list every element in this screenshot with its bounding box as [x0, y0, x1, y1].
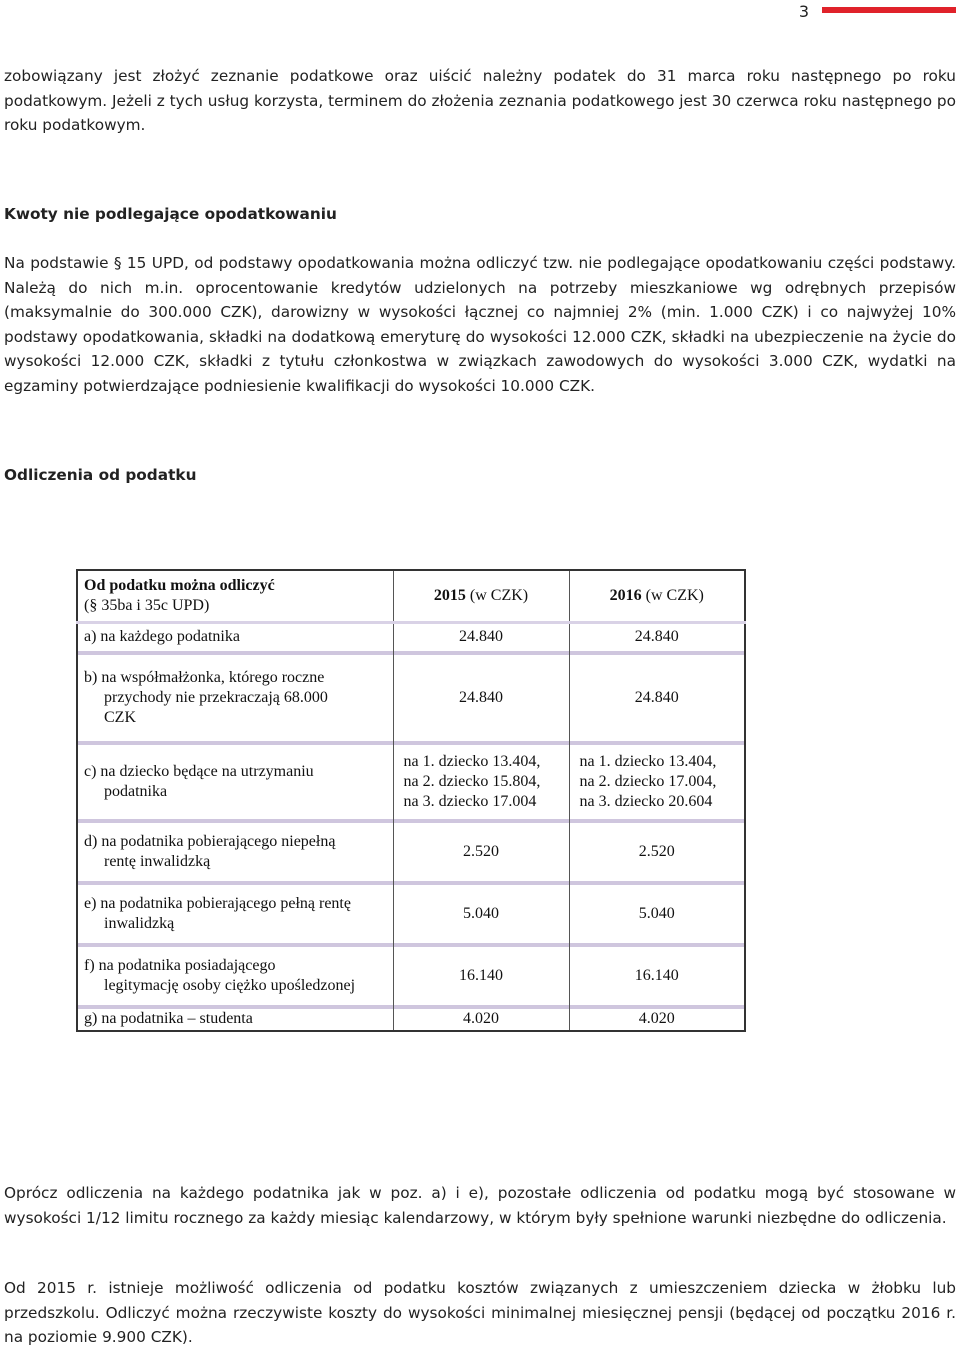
deductions-table — [76, 569, 744, 1032]
cell-deduction-label — [77, 823, 393, 881]
header-unit-2016: (w CZK) — [641, 587, 704, 604]
paragraph-childcare-deduction: Od 2015 r. istnieje możliwość odliczenia od podatku kosztów związanych z umieszczeniem dziecka w żłobku lub przedszkolu. Odliczyć można rzeczywiste koszty do wysokości minimalnej miesięcznej pensji (będącej od początku 2016 r. na poziomie 9.900 CZK). — [4, 1279, 956, 1347]
cell-value-2015 — [393, 885, 569, 943]
cell-value-2016-line: 24.840 — [634, 628, 679, 646]
header-year-2016: 2016 — [609, 587, 642, 604]
cell-value-2015-line: na 3. dziecko 17.004 — [403, 792, 537, 810]
table-row — [77, 823, 745, 881]
cell-deduction-label — [77, 947, 393, 1005]
table-row — [77, 947, 745, 1005]
header-cell-2015 — [393, 570, 569, 623]
cell-deduction-label-line: e) na podatnika pobierającego pełną rentę — [84, 894, 351, 912]
page-number: 3 — [798, 2, 809, 21]
cell-deduction-label — [77, 1009, 393, 1031]
cell-value-2015-line: 2.520 — [463, 842, 499, 860]
cell-value-2016-line: 16.140 — [634, 966, 679, 984]
header-year-2015: 2015 — [433, 587, 466, 604]
cell-value-2015 — [393, 1009, 569, 1031]
cell-value-2016 — [569, 655, 745, 741]
header-unit-2015: (w CZK) — [465, 587, 529, 604]
cell-value-2015-line: 5.040 — [463, 904, 499, 922]
paragraph-deductions-base: Na podstawie § 15 UPD, od podstawy opodatkowania można odliczyć tzw. nie podlegające opodatkowaniu części podstawy. Należą do nich m.in. oprocentowanie kredytów udzielonych na potrzeby mieszkaniowe wg odrębnych przepisów (maksymalnie do 300.000 CZK), darowizny w wysokości łącznej co najmniej 2% (min. 1.000 CZK) i co najwyżej 10% podstawy opodatkowania, składki na dodatkową emeryturę do wysokości 12.000 CZK, składki na ubezpieczenie na życie do wysokości 12.000 CZK, składki z tytułu członkostwa w związkach zawodowych do wysokości 3.000 CZK, wydatki na egzaminy potwierdzające podniesienie kwalifikacji do wysokości 10.000 CZK. — [4, 254, 956, 395]
cell-deduction-label-line: podatnika — [104, 782, 168, 800]
cell-deduction-label-line: a) na każdego podatnika — [84, 628, 240, 646]
cell-deduction-label-line: rentę inwalidzką — [104, 852, 211, 870]
table-header-row — [77, 570, 745, 623]
header-accent-rule — [822, 7, 956, 13]
paragraph-monthly-limit: Oprócz odliczenia na każdego podatnika jak w poz. a) i e), pozostałe odliczenia od podatku mogą być stosowane w wysokości 1/12 limitu rocznego za każdy miesiąc kalendarzowy, w którym były spełnione warunki niezbędne do odliczenia. — [4, 1184, 956, 1227]
cell-value-2016-line: 24.840 — [634, 688, 679, 706]
cell-deduction-label — [77, 623, 393, 651]
cell-value-2016-line: 4.020 — [638, 1010, 675, 1027]
table-row — [77, 1009, 745, 1031]
header-deduction-title: Od podatku można odliczyć — [84, 577, 275, 594]
cell-value-2016 — [569, 823, 745, 881]
cell-value-2015 — [393, 947, 569, 1005]
cell-deduction-label — [77, 885, 393, 943]
cell-value-2016 — [569, 947, 745, 1005]
table-row — [77, 623, 745, 651]
heading-tax-free-amounts: Kwoty nie podlegające opodatkowaniu — [4, 205, 337, 223]
cell-value-2016 — [569, 1009, 745, 1031]
cell-value-2016-line: 2.520 — [638, 842, 675, 860]
cell-deduction-label-line: f) na podatnika posiadającego — [84, 956, 276, 974]
cell-value-2016-line: na 2. dziecko 17.004, — [579, 772, 717, 790]
cell-value-2015-line: na 1. dziecko 13.404, — [403, 752, 541, 770]
cell-deduction-label-line: c) na dziecko będące na utrzymaniu — [84, 762, 314, 780]
cell-deduction-label-line: legitymację osoby ciężko upośledzonej — [104, 976, 356, 994]
cell-deduction-label-line: przychody nie przekraczają 68.000 — [104, 688, 328, 706]
table-row — [77, 655, 745, 741]
cell-deduction-label-line: b) na współmałżonka, którego roczne — [84, 668, 325, 686]
cell-value-2015-line: 4.020 — [463, 1010, 499, 1027]
cell-deduction-label-line: CZK — [104, 708, 136, 726]
cell-value-2015 — [393, 823, 569, 881]
cell-value-2015 — [393, 623, 569, 651]
cell-deduction-label-line: g) na podatnika – studenta — [84, 1010, 253, 1027]
header-cell-2016 — [569, 570, 745, 623]
cell-deduction-label-line: d) na podatnika pobierającego niepełną — [84, 832, 336, 850]
cell-deduction-label — [77, 655, 393, 741]
heading-tax-deductions: Odliczenia od podatku — [4, 466, 197, 484]
cell-value-2016-line: na 3. dziecko 20.604 — [579, 792, 713, 810]
cell-deduction-label — [77, 745, 393, 819]
cell-value-2016 — [569, 885, 745, 943]
cell-value-2016 — [569, 623, 745, 651]
paragraph-intro: zobowiązany jest złożyć zeznanie podatkowe oraz uiścić należny podatek do 31 marca roku następnego po roku podatkowym. Jeżeli z tych usług korzysta, terminem do złożenia zeznania podatkowego jest 30 czerwca roku następnego po roku podatkowym. — [4, 67, 956, 135]
table-row — [77, 885, 745, 943]
cell-value-2015-line: 24.840 — [459, 628, 503, 646]
cell-value-2015-line: na 2. dziecko 15.804, — [403, 772, 541, 790]
table-row — [77, 745, 745, 819]
header-deduction-legal-basis: (§ 35ba i 35c UPD) — [84, 597, 210, 614]
cell-value-2016-line: 5.040 — [638, 904, 675, 922]
cell-deduction-label-line: inwalidzką — [104, 914, 175, 932]
cell-value-2016 — [569, 745, 745, 819]
cell-value-2015-line: 16.140 — [459, 966, 503, 984]
cell-value-2015 — [393, 745, 569, 819]
header-cell-deduction — [77, 570, 393, 623]
cell-value-2016-line: na 1. dziecko 13.404, — [579, 752, 717, 770]
cell-value-2015 — [393, 655, 569, 741]
cell-value-2015-line: 24.840 — [459, 688, 503, 706]
